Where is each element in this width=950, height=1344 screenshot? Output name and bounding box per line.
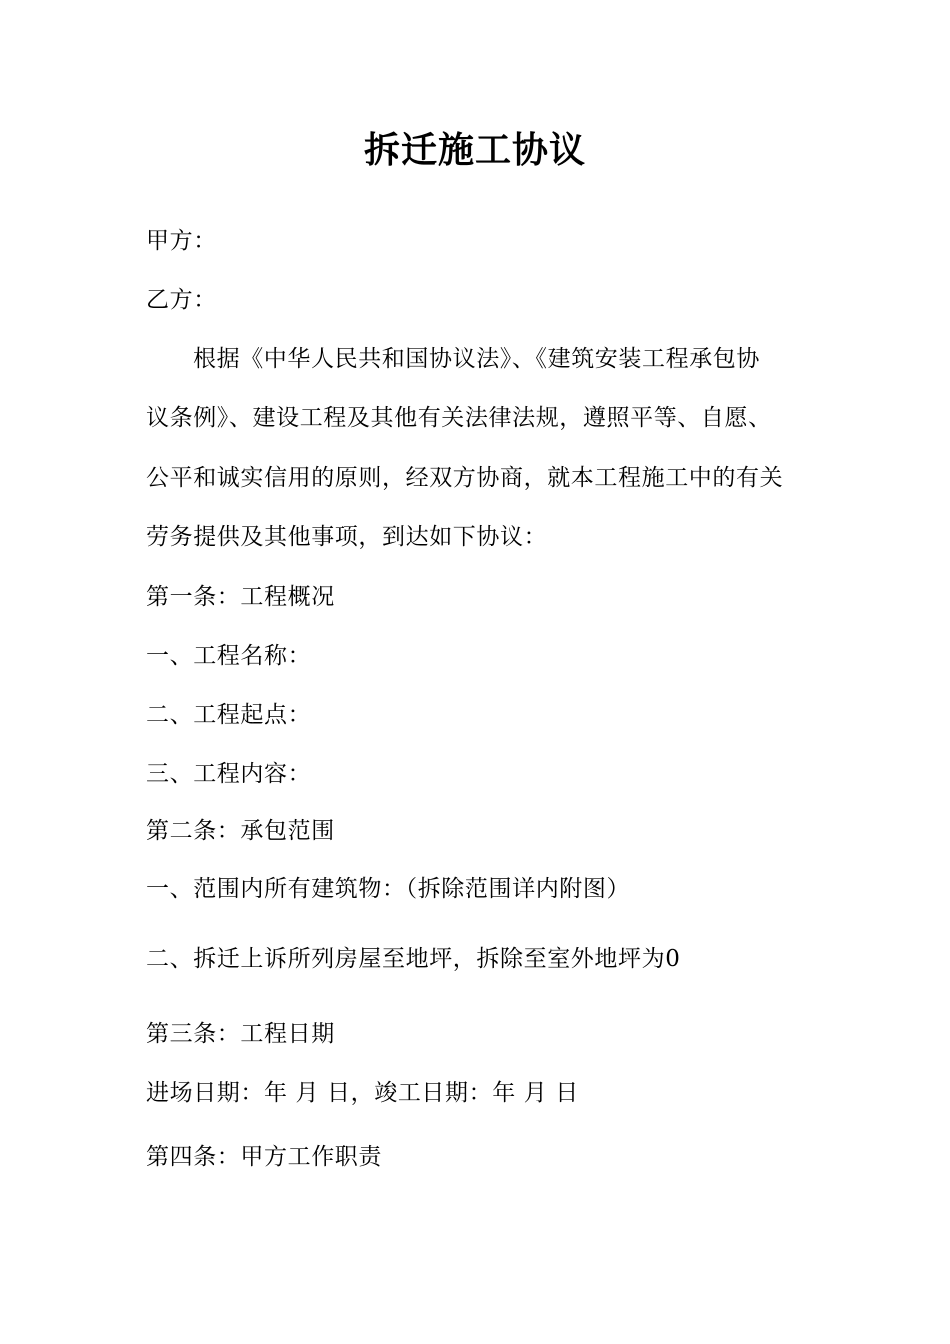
scope-item-2: 二、拆迁上诉所列房屋至地坪，拆除至室外地坪为0 [146,946,681,972]
preamble-line-4: 劳务提供及其他事项，到达如下协议： [146,524,548,550]
project-start-line: 二、工程起点： [146,702,312,728]
document-title: 拆迁施工协议 [363,129,586,171]
dates-line: 进场日期：年 月 日，竣工日期：年 月 日 [146,1080,579,1106]
article-4-heading: 第四条：甲方工作职责 [146,1144,382,1170]
party-b-line: 乙方： [146,287,217,313]
article-2-heading: 第二条：承包范围 [146,818,335,844]
project-name-line: 一、工程名称： [146,643,312,669]
project-content-line: 三、工程内容： [146,761,312,787]
article-1-heading: 第一条：工程概况 [146,584,335,610]
scope-item-1: 一、范围内所有建筑物：（拆除范围详内附图） [146,876,631,902]
preamble-line-1: 根据《中华人民共和国协议法》、《建筑安装工程承包协 [193,346,760,372]
article-3-heading: 第三条：工程日期 [146,1021,335,1047]
party-a-line: 甲方： [146,228,217,254]
preamble-line-3: 公平和诚实信用的原则，经双方协商，就本工程施工中的有关 [146,465,784,491]
preamble-line-2: 议条例》、建设工程及其他有关法律法规，遵照平等、自愿、 [146,405,772,431]
